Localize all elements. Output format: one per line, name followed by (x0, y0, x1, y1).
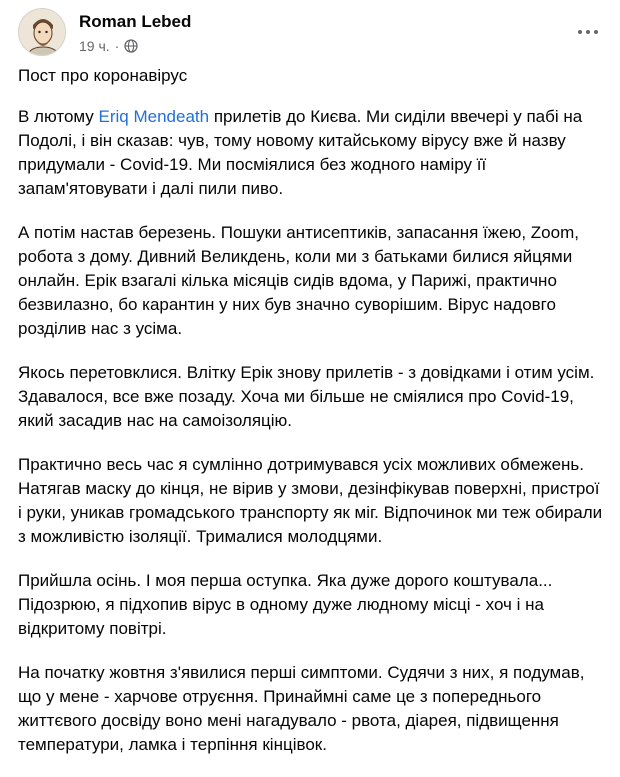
meta-separator: · (114, 38, 120, 54)
mention-link[interactable]: Eriq Mendeath (98, 107, 210, 126)
post-title: Пост про коронавірус (18, 66, 188, 85)
post-meta (79, 38, 138, 54)
paragraph-text: прилетів до Києва. Ми сиділи ввечері у пабі на Подолі, і він сказав: чув, тому новому китайському вірусу вже й назву придумали - Covid-19. Ми посміялися без жодного наміру її запам'ятовувати і далі пили пиво. (18, 107, 583, 198)
post-timestamp[interactable]: 19 ч. (79, 38, 110, 54)
post-paragraph-3: Якось перетовклися. Влітку Ерік знову прилетів - з довідками і отим усім. Здавалося, все вже позаду. Хоча ми більше не сміялися про Covid-19, який засадив нас на самоізоляцію. (18, 363, 595, 430)
paragraph-text: В лютому (18, 107, 99, 126)
more-options-icon[interactable] (574, 18, 602, 46)
post-paragraph-1 (18, 105, 606, 201)
post-body (18, 64, 606, 777)
post-header (18, 8, 608, 60)
post-paragraph-6: На початку жовтня з'явилися перші симптоми. Судячи з них, я подумав, що у мене - харчове отруєння. Принаймні саме це з попереднього життєвого досвіду воно мені нагадувало - рвота, діарея, підвищення температури, ламка і терпіння кінцівок. (18, 663, 585, 754)
author-name[interactable]: Roman Lebed (79, 12, 192, 31)
avatar[interactable] (18, 8, 66, 56)
globe-icon[interactable] (124, 39, 138, 53)
post-paragraph-5: Прийшла осінь. І моя перша оступка. Яка дуже дорого коштувала... Підозрюю, я підхопив вірус в одному дуже людному місці - хоч і на відкритому повітрі. (18, 571, 553, 638)
post-paragraph-2: А потім настав березень. Пошуки антисептиків, запасання їжею, Zoom, робота з дому. Дивний Великдень, коли ми з батьками билися яйцями онлайн. Ерік взагалі кілька місяців сидів вдома, у Парижі, практично безвилазно, бо карантин у них був значно суворішим. Вірус надовго розділив нас з усіма. (18, 223, 579, 338)
avatar-illustration-icon (19, 9, 66, 56)
post-paragraph-4: Практично весь час я сумлінно дотримувався усіх можливих обмежень. Натягав маску до кінця, не вірив у змови, дезінфікував поверхні, пристрої і руки, уникав громадського транспорту як міг. Відпочинок ми теж обирали з можливістю ізоляції. Трималися молодцями. (18, 455, 603, 546)
